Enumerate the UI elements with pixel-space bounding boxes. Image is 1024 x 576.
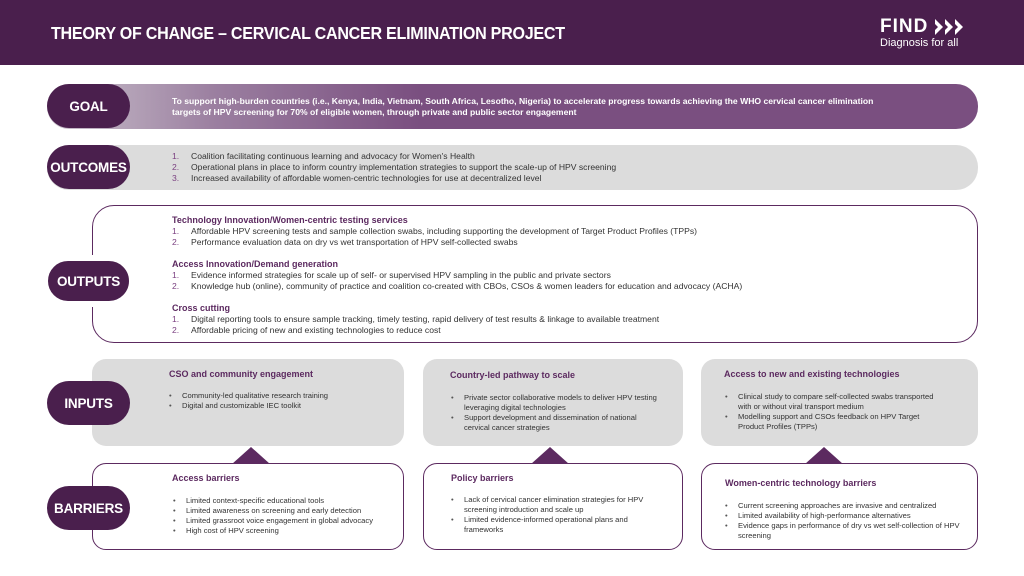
outputs-label: OUTPUTS [42,255,135,307]
outcomes-list [172,151,616,184]
outcomes-label: OUTCOMES [47,145,130,189]
logo-name: FIND [880,16,929,37]
input-heading-country: Country-led pathway to scale [450,370,576,380]
triangle-up-icon [805,447,843,464]
input-heading-cso: CSO and community engagement [169,369,314,379]
barrier-heading-access: Access barriers [172,473,240,483]
find-logo [880,16,990,56]
barrier-list-access [173,496,398,536]
list-item: 1. Affordable HPV screening tests and sample collection swabs, including supporting the development of Target Product Profiles (TPPs) [172,226,698,236]
logo-tagline: Diagnosis for all [880,37,959,49]
cross-cutting-list [172,314,659,336]
input-list-country [451,393,661,433]
list-item: • Community-led qualitative research training [169,391,394,401]
list-item: • Current screening approaches are invasive and centralized [725,501,960,511]
goal-text: To support high-burden countries (i.e., Kenya, India, Vietnam, South Africa, Lesotho, Nigeria) to accelerate progress towards achieving the WHO cervical cancer elimination targets of HPV screening for 70% of eligible women, through private and public sector engagement [172,96,874,117]
access-list [172,270,742,292]
inputs-label: INPUTS [47,381,130,425]
list-item: • Modelling support and CSOs feedback on HPV Target Product Profiles (TPPs) [725,412,945,432]
list-item: • Private sector collaborative models to deliver HPV testing leveraging digital technologies [451,393,661,413]
goal-label: GOAL [47,84,130,128]
list-item: 1. Coalition facilitating continuous learning and advocacy for Women's Health [172,151,475,161]
list-item: 2. Operational plans in place to inform country implementation strategies to support the scale-up of HPV screening [172,162,617,172]
list-item: 1. Evidence informed strategies for scale up of self- or supervised HPV sampling in the public and private sectors [172,270,611,280]
section-heading-access: Access Innovation/Demand generation [172,259,339,269]
list-item: • Limited availability of high-performance alternatives [725,511,960,521]
section-heading-cross-cutting: Cross cutting [172,303,231,313]
list-item: • Digital and customizable IEC toolkit [169,401,394,411]
input-list-access [725,392,945,432]
triangle-up-icon [232,447,270,464]
chevron-arrows-icon [935,19,969,35]
barriers-label: BARRIERS [47,486,130,530]
list-item: • Limited context-specific educational tools [173,496,398,506]
triangle-up-icon [531,447,569,464]
technology-list [172,226,697,248]
barrier-heading-technology: Women-centric technology barriers [725,478,877,488]
barrier-list-technology [725,501,960,541]
list-item: • Support development and dissemination of national cervical cancer strategies [451,413,661,433]
barrier-heading-policy: Policy barriers [451,473,514,483]
list-item: 3. Increased availability of affordable women-centric technologies for use at decentralized level [172,173,542,183]
list-item: • Evidence gaps in performance of dry vs wet self-collection of HPV screening [725,521,960,541]
list-item: 1. Digital reporting tools to ensure sample tracking, timely testing, rapid delivery of test results & linkage to available treatment [172,314,660,324]
list-item: • High cost of HPV screening [173,526,398,536]
list-item: 2. Knowledge hub (online), community of practice and coalition co-created with CBOs, CSOs & women leaders for education and advocacy (ACHA) [172,281,743,291]
list-item: 2. Affordable pricing of new and existing technologies to reduce cost [172,325,441,335]
list-item: • Clinical study to compare self-collected swabs transported with or without viral transport medium [725,392,945,412]
list-item: • Limited awareness on screening and early detection [173,506,398,516]
header-banner [0,0,1024,65]
section-heading-technology: Technology Innovation/Women-centric testing services [172,215,408,225]
list-item: 2. Performance evaluation data on dry vs wet transportation of HPV self-collected swabs [172,237,518,247]
list-item: • Limited evidence-informed operational plans and frameworks [451,515,666,535]
page-title: THEORY OF CHANGE – CERVICAL CANCER ELIMINATION PROJECT [51,23,565,43]
input-heading-access: Access to new and existing technologies [724,369,900,379]
barrier-list-policy [451,495,666,535]
list-item: • Limited grassroot voice engagement in global advocacy [173,516,398,526]
list-item: • Lack of cervical cancer elimination strategies for HPV screening introduction and scale up [451,495,666,515]
input-list-cso [169,391,394,411]
